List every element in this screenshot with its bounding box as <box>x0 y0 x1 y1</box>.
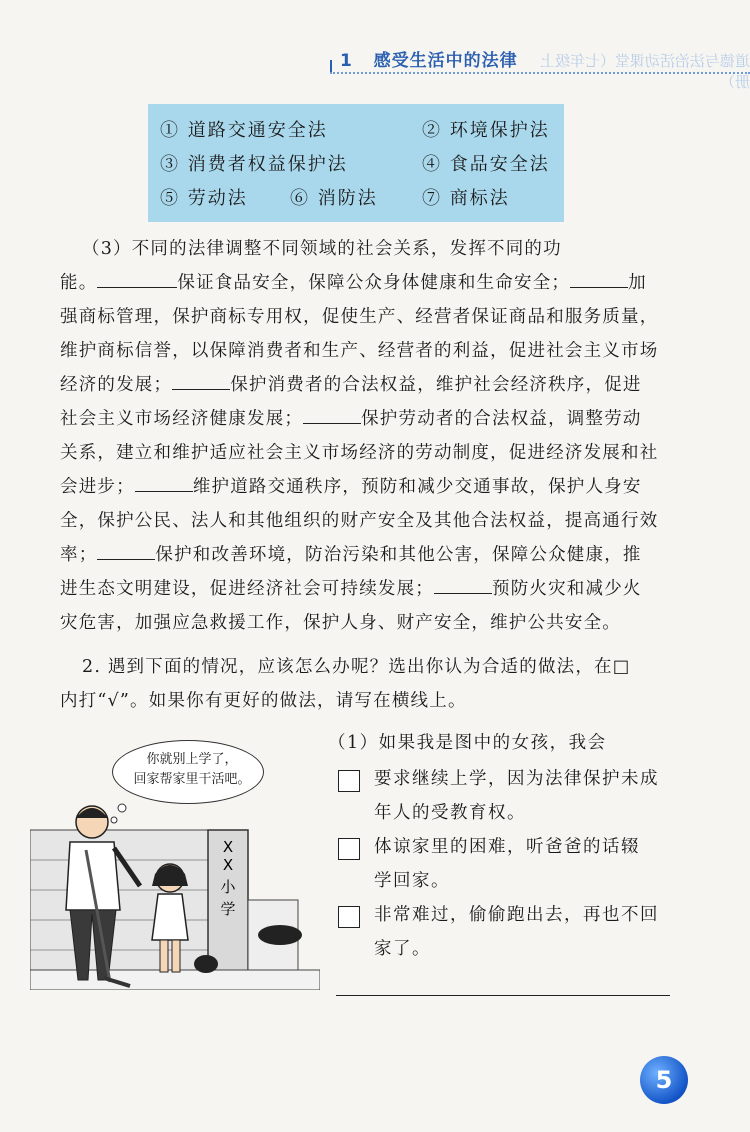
option-3-text: 非常难过，偷偷跑出去，再也不回 家了。 <box>374 905 659 959</box>
q2-line-2: 内打“√”。如果你有更好的做法，请写在横线上。 <box>60 691 467 711</box>
blank-food-safety[interactable] <box>97 269 177 288</box>
option-1-text: 要求继续上学，因为法律保护未成 年人的受教育权。 <box>374 769 659 823</box>
q3-line-2: 能。 保证食品安全，保障公众身体健康和生命安全； 加 <box>60 266 690 300</box>
bleed-through-header: 道德与法治活动课堂（七年级上册） <box>539 52 750 91</box>
blank-environment[interactable] <box>97 541 155 560</box>
ground <box>30 970 320 990</box>
law-item-4: ④ 食品安全法 <box>422 154 550 175</box>
blank-labor[interactable] <box>303 405 361 424</box>
q3-line-7: 关系，建立和维护适应社会主义市场经济的劳动制度，促进经济发展和社 <box>60 443 659 463</box>
speech-bubble-text: 你就别上学了， 回家帮家里干活吧。 <box>133 752 251 787</box>
school-sign-char-2: X <box>222 856 234 874</box>
q3-line-12: 灾危害，加强应急救援工作，保护人身、财产安全，维护公共安全。 <box>60 613 621 633</box>
school-sign-char-3: 小 <box>220 878 236 896</box>
chapter-title <box>340 46 518 71</box>
option-2-checkbox[interactable] <box>338 838 360 860</box>
answer-writing-line[interactable] <box>336 995 670 996</box>
q3-line-9: 全，保护公民、法人和其他组织的财产安全及其他合法权益，提高通行效 <box>60 511 659 531</box>
q3-line-8: 会进步； 维护道路交通秩序，预防和减少交通事故，保护人身安 <box>60 470 690 504</box>
q3-line-3: 强商标管理，保护商标专用权，促使生产、经营者保证商品和服务质量， <box>60 307 659 327</box>
bubble-tail-dot <box>118 804 126 812</box>
q3-line-6: 社会主义市场经济健康发展； 保护劳动者的合法权益，调整劳动 <box>60 402 690 436</box>
q3-line-1: （3）不同的法律调整不同领域的社会关系，发挥不同的功 <box>82 239 562 259</box>
header-dotted-line <box>330 72 750 74</box>
option-2-text: 体谅家里的困难，听爸爸的话辍 学回家。 <box>374 837 640 891</box>
option-1-checkbox[interactable] <box>338 770 360 792</box>
q3-line-10: 率； 保护和改善环境，防治污染和其他公害，保障公众健康，推 <box>60 538 690 572</box>
chapter-title-text: 感受生活中的法律 <box>373 51 518 71</box>
law-list-box <box>148 104 564 222</box>
q2-line-1: 2. 遇到下面的情况，应该怎么办呢？选出你认为合适的做法，在□ <box>82 657 631 677</box>
question-3-paragraph <box>60 232 690 640</box>
law-item-2: ② 环境保护法 <box>422 120 550 141</box>
sub-question-1-prompt: （1）如果我是图中的女孩，我会 <box>328 733 607 753</box>
blank-trademark[interactable] <box>570 269 628 288</box>
chapter-number: 1 <box>340 51 353 71</box>
law-item-1: ① 道路交通安全法 <box>160 120 328 141</box>
school-sign-char-4: 学 <box>220 900 236 918</box>
law-item-5: ⑤ 劳动法 <box>160 188 248 209</box>
blank-road-traffic[interactable] <box>135 473 193 492</box>
question-2 <box>60 650 690 718</box>
blank-consumer[interactable] <box>172 371 230 390</box>
option-3-checkbox[interactable] <box>338 906 360 928</box>
q3-line-11: 进生态文明建设，促进经济社会可持续发展； 预防火灾和减少火 <box>60 572 690 606</box>
page-number-badge: 5 <box>640 1056 688 1104</box>
schoolbag <box>194 955 218 973</box>
illustration-father-daughter-school <box>30 790 320 990</box>
law-item-3: ③ 消费者权益保护法 <box>160 154 348 175</box>
law-item-7: ⑦ 商标法 <box>422 188 510 209</box>
bush <box>258 925 302 945</box>
blank-fire[interactable] <box>434 575 492 594</box>
school-sign-char-1: X <box>222 838 234 856</box>
bubble-tail-dot-small <box>111 817 117 823</box>
q3-line-4: 维护商标信誉，以保障消费者和生产、经营者的利益，促进社会主义市场 <box>60 341 659 361</box>
q3-line-5: 经济的发展； 保护消费者的合法权益，维护社会经济秩序，促进 <box>60 368 690 402</box>
law-item-6: ⑥ 消防法 <box>290 188 378 209</box>
